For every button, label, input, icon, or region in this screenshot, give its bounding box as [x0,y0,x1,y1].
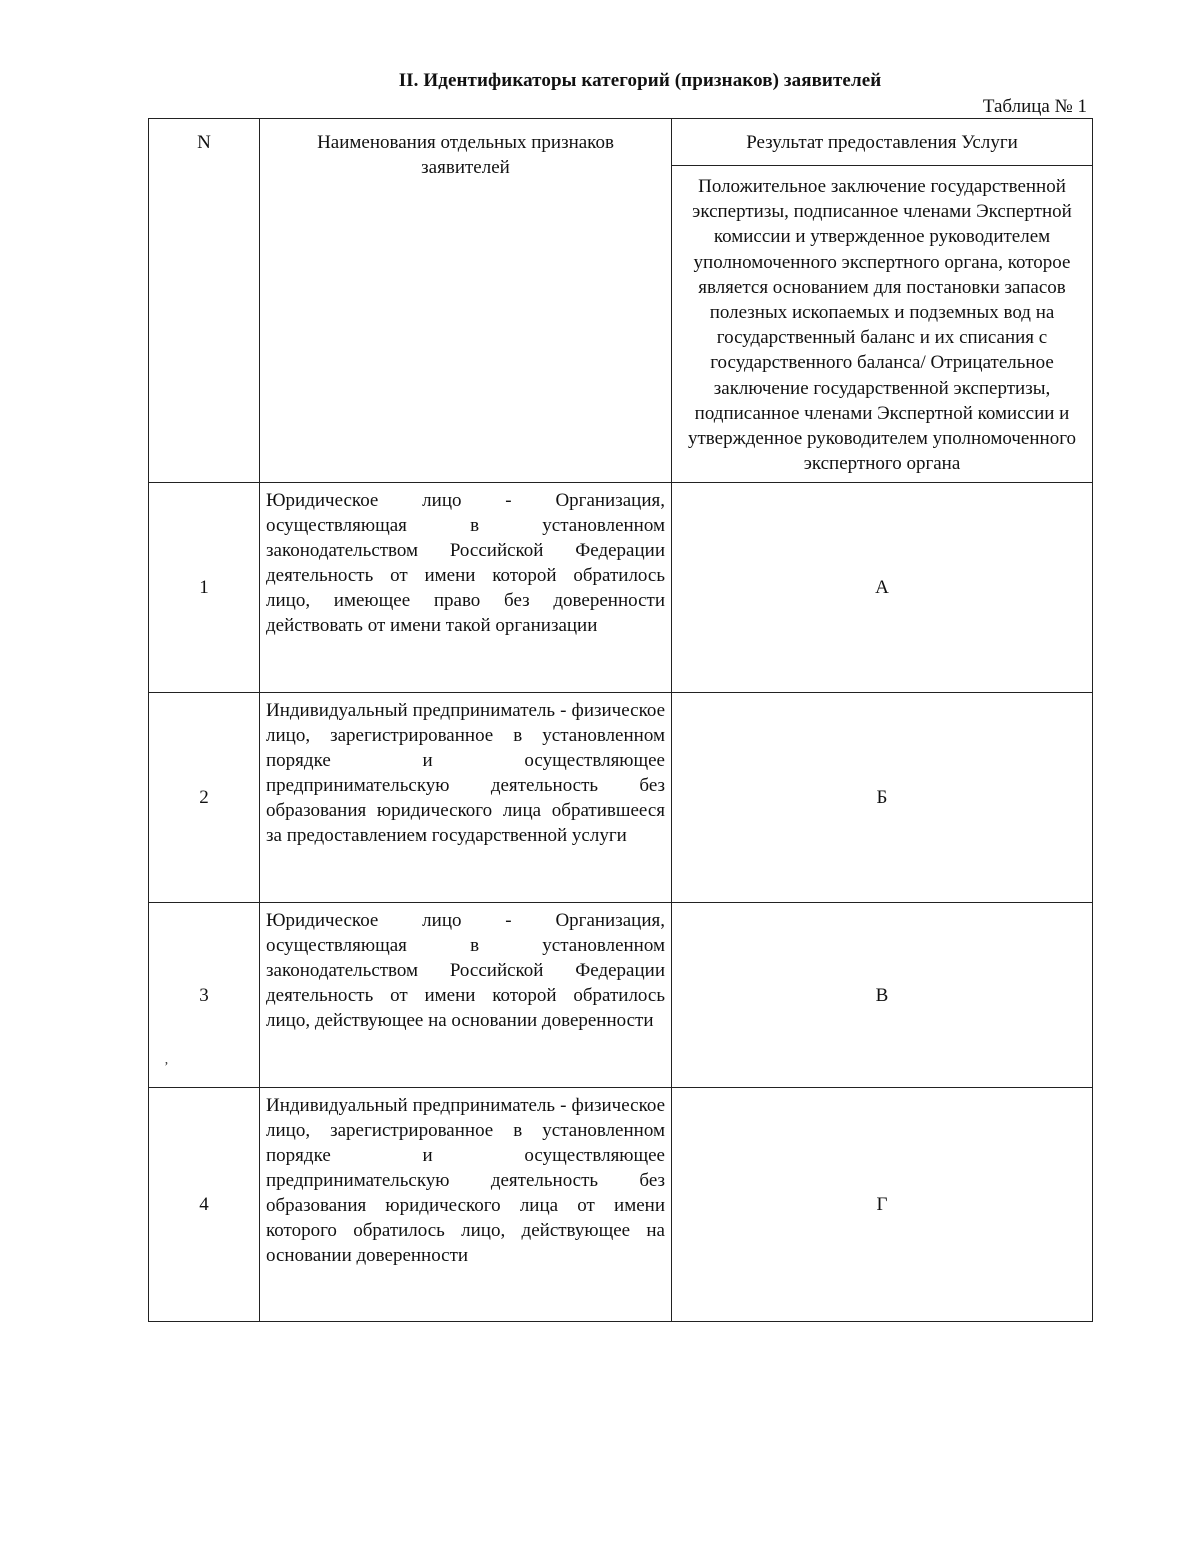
row-category-name: Индивидуальный предприниматель - физическое лицо, зарегистрированное в установленном порядке и осуществляющее предпринимательскую деятельность без образования юридического лица от имени которого обратилось лицо, действующее на основании доверенности [260,1088,672,1322]
row-result-code: Г [672,1088,1093,1322]
row-number: 3 [149,903,260,1088]
table-row [149,483,1093,693]
row-category-name: Индивидуальный предприниматель - физическое лицо, зарегистрированное в установленном порядке и осуществляющее предпринимательскую деятельность без образования юридического лица обратившееся за предоставлением государственной услуги [260,693,672,903]
table-row [149,1088,1093,1322]
header-result-description: Положительное заключение государственной экспертизы, подписанное членами Экспертной комиссии и утвержденное руководителем уполномоченного экспертного органа, которое является основанием для постановки запасов полезных ископаемых и подземных вод на государственный баланс и их списания с государственного баланса/ Отрицательное заключение государственной экспертизы, подписанное членами Экспертной комиссии и утвержденное руководителем уполномоченного экспертного органа [672,166,1093,483]
header-result: Результат предоставления Услуги [672,119,1093,166]
row-number: 2 [149,693,260,903]
row-category-name: Юридическое лицо - Организация, осуществляющая в установленном законодательством Российской Федерации деятельность от имени которой обратилось лицо, имеющее право без доверенности действовать от имени такой организации [260,483,672,693]
table-number-label: Таблица № 1 [982,96,1087,117]
row-result-code: Б [672,693,1093,903]
table-row [149,903,1093,1088]
header-number: N [149,119,260,483]
row-result-code: В [672,903,1093,1088]
row-number: 1 [149,483,260,693]
document-title: II. Идентификаторы категорий (признаков) заявителей [398,70,882,91]
stray-scan-mark: ʼ [164,1060,169,1075]
applicant-categories-table [148,118,1093,1322]
row-category-name: Юридическое лицо - Организация, осуществляющая в установленном законодательством Российской Федерации деятельность от имени которой обратилось лицо, действующее на основании доверенности [260,903,672,1088]
row-result-code: А [672,483,1093,693]
header-name: Наименования отдельных признаков заявителей [260,119,672,483]
table-row [149,693,1093,903]
row-number: 4 [149,1088,260,1322]
table-header-row [149,119,1093,166]
